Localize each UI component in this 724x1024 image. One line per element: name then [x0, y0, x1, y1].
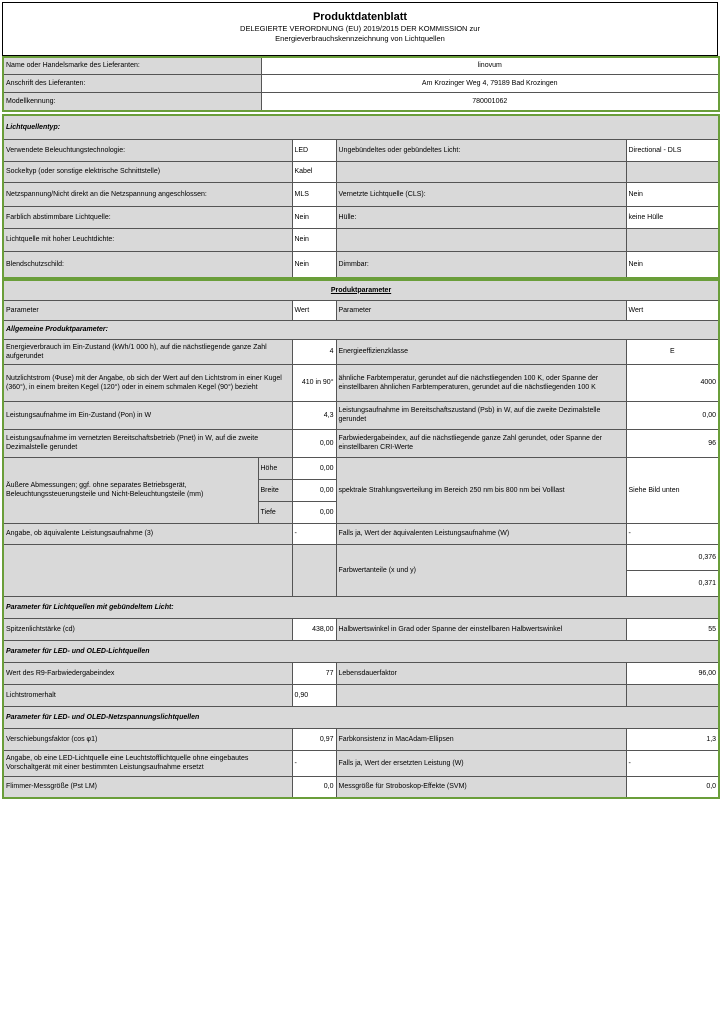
color-tunable-value: Nein	[292, 206, 336, 228]
regulation-line: DELEGIERTE VERORDNUNG (EU) 2019/2015 DER KOMMISSION zur	[240, 24, 480, 33]
glare-shield-value: Nein	[292, 251, 336, 278]
envelope-value: keine Hülle	[626, 206, 719, 228]
energy-value: 4	[292, 339, 336, 364]
document-title: Produktdatenblatt	[312, 11, 408, 23]
socket-label: Sockeltyp (oder sonstige elektrische Schnittstelle)	[3, 161, 292, 182]
chroma-label: Farbwertanteile (x und y)	[336, 544, 626, 596]
equiv-w-value: -	[626, 523, 719, 544]
lightsource-heading: Lichtquellentyp:	[3, 115, 719, 139]
supplier-name-value: linovum	[261, 57, 719, 74]
color-tunable-label: Farblich abstimmbare Lichtquelle:	[3, 206, 292, 228]
peak-intensity-value: 438,00	[292, 618, 336, 640]
focus-label: Ungebündeltes oder gebündeltes Licht:	[336, 139, 626, 161]
macadam-value: 1,3	[626, 728, 719, 750]
life-factor-value: 96,00	[626, 662, 719, 684]
cos-phi-value: 0,97	[292, 728, 336, 750]
cls-value: Nein	[626, 182, 719, 206]
model-value: 780001062	[261, 92, 719, 111]
tech-label: Verwendete Beleuchtungstechnologie:	[3, 139, 292, 161]
replaced-power-label: Falls ja, Wert der ersetzten Leistung (W)	[336, 750, 626, 776]
height-label: Höhe	[258, 457, 292, 479]
energy-label: Energieverbrauch im Ein-Zustand (kWh/1 000 h), auf die nächstliegende ganze Zahl aufgerundet	[3, 339, 292, 364]
peak-intensity-label: Spitzenlichtstärke (cd)	[3, 618, 292, 640]
dimensions-label: Äußere Abmessungen; ggf. ohne separates Betriebsgerät, Beleuchtungssteuerungsteile und Nicht-Beleuchtungsteile (mm)	[3, 457, 258, 523]
empty-cell	[292, 544, 336, 596]
svm-value: 0,0	[626, 776, 719, 798]
parameters-table	[2, 279, 720, 799]
supplier-table	[2, 56, 720, 112]
retrofit-label: Angabe, ob eine LED-Lichtquelle eine Leuchtstofflichtquelle ohne eingebautes Vorschaltgerät mit einer bestimmten Leistungsaufnahme ersetzt	[3, 750, 292, 776]
dimmable-label: Dimmbar:	[336, 251, 626, 278]
empty-cell	[626, 228, 719, 251]
mains-label: Netzspannung/Nicht direkt an die Netzspannung angeschlossen:	[3, 182, 292, 206]
lightsource-table	[2, 114, 720, 279]
depth-label: Tiefe	[258, 501, 292, 523]
life-factor-label: Lebensdauerfaktor	[336, 662, 626, 684]
tech-value: LED	[292, 139, 336, 161]
chroma-x-value: 0,376	[626, 544, 719, 570]
dimmable-value: Nein	[626, 251, 719, 278]
model-label: Modellkennung:	[3, 92, 261, 111]
empty-cell	[336, 228, 626, 251]
empty-cell	[336, 684, 626, 706]
envelope-label: Hülle:	[336, 206, 626, 228]
beam-angle-value: 55	[626, 618, 719, 640]
directional-heading: Parameter für Lichtquellen mit gebündeltem Licht:	[3, 596, 719, 618]
psb-label: Leistungsaufnahme im Bereitschaftszustand (Psb) in W, auf die zweite Dezimalstelle gerundet	[336, 401, 626, 429]
mains-value: MLS	[292, 182, 336, 206]
flicker-label: Flimmer-Messgröße (Pst LM)	[3, 776, 292, 798]
beam-angle-label: Halbwertswinkel in Grad oder Spanne der einstellbaren Halbwertswinkel	[336, 618, 626, 640]
socket-value: Kabel	[292, 161, 336, 182]
cls-label: Vernetzte Lichtquelle (CLS):	[336, 182, 626, 206]
supplier-address-value: Am Krozinger Weg 4, 79189 Bad Krozingen	[261, 74, 719, 92]
depth-value: 0,00	[292, 501, 336, 523]
parameters-heading: Produktparameter	[3, 280, 719, 300]
supplier-address-label: Anschrift des Lieferanten:	[3, 74, 261, 92]
empty-cell	[626, 684, 719, 706]
col-param-header: Parameter	[3, 300, 292, 320]
svm-label: Messgröße für Stroboskop-Effekte (SVM)	[336, 776, 626, 798]
high-luminance-value: Nein	[292, 228, 336, 251]
supplier-name-label: Name oder Handelsmarke des Lieferanten:	[3, 57, 261, 74]
cri-value: 96	[626, 429, 719, 457]
document-header	[2, 2, 718, 56]
cri-label: Farbwiedergabeindex, auf die nächstliegende ganze Zahl gerundet, oder Spanne der einstellbaren CRI-Werte	[336, 429, 626, 457]
cct-value: 4000	[626, 364, 719, 401]
pnet-label: Leistungsaufnahme im vernetzten Bereitschaftsbetrieb (Pnet) in W, auf die zweite Dezimalstelle gerundet	[3, 429, 292, 457]
empty-cell	[3, 544, 292, 596]
replaced-power-value: -	[626, 750, 719, 776]
maintenance-label: Lichtstromerhalt	[3, 684, 292, 706]
width-label: Breite	[258, 479, 292, 501]
empty-cell	[626, 161, 719, 182]
pon-label: Leistungsaufnahme im Ein-Zustand (Pon) in W	[3, 401, 292, 429]
height-value: 0,00	[292, 457, 336, 479]
datasheet	[2, 2, 718, 799]
macadam-label: Farbkonsistenz in MacAdam-Ellipsen	[336, 728, 626, 750]
glare-shield-label: Blendschutzschild:	[3, 251, 292, 278]
focus-value: Directional - DLS	[626, 139, 719, 161]
flux-value: 410 in 90°	[292, 364, 336, 401]
led-heading: Parameter für LED- und OLED-Lichtquellen	[3, 640, 719, 662]
general-heading: Allgemeine Produktparameter:	[3, 320, 719, 339]
col-param-header-2: Parameter	[336, 300, 626, 320]
regulation-subline: Energieverbrauchskennzeichnung von Lichtquellen	[275, 34, 445, 43]
high-luminance-label: Lichtquelle mit hoher Leuchtdichte:	[3, 228, 292, 251]
equiv-w-label: Falls ja, Wert der äquivalenten Leistungsaufnahme (W)	[336, 523, 626, 544]
eclass-value: E	[626, 339, 719, 364]
cos-phi-label: Verschiebungsfaktor (cos φ1)	[3, 728, 292, 750]
flux-label: Nutzlichtstrom (Φuse) mit der Angabe, ob sich der Wert auf den Lichtstrom in einer Kugel (360°), in einem breiten Kegel (120°) oder in einem schmalen Kegel (90°) bezieht	[3, 364, 292, 401]
spectral-value: Siehe Bild unten	[626, 457, 719, 523]
r9-value: 77	[292, 662, 336, 684]
r9-label: Wert des R9-Farbwiedergabeindex	[3, 662, 292, 684]
retrofit-value: -	[292, 750, 336, 776]
pon-value: 4,3	[292, 401, 336, 429]
col-value-header: Wert	[292, 300, 336, 320]
pnet-value: 0,00	[292, 429, 336, 457]
cct-label: ähnliche Farbtemperatur, gerundet auf die nächstliegenden 100 K, oder Spanne der einstellbaren ähnlichen Farbtemperaturen, gerundet auf die nächstliegenden 100 K	[336, 364, 626, 401]
eclass-label: Energieeffizienzklasse	[336, 339, 626, 364]
chroma-y-value: 0,371	[626, 570, 719, 596]
flicker-value: 0,0	[292, 776, 336, 798]
mains-led-heading: Parameter für LED- und OLED-Netzspannungslichtquellen	[3, 706, 719, 728]
psb-value: 0,00	[626, 401, 719, 429]
empty-cell	[336, 161, 626, 182]
spectral-label: spektrale Strahlungsverteilung im Bereich 250 nm bis 800 nm bei Volllast	[336, 457, 626, 523]
maintenance-value: 0,90	[292, 684, 336, 706]
equiv-value: -	[292, 523, 336, 544]
width-value: 0,00	[292, 479, 336, 501]
equiv-label: Angabe, ob äquivalente Leistungsaufnahme (3)	[3, 523, 292, 544]
col-value-header-2: Wert	[626, 300, 719, 320]
